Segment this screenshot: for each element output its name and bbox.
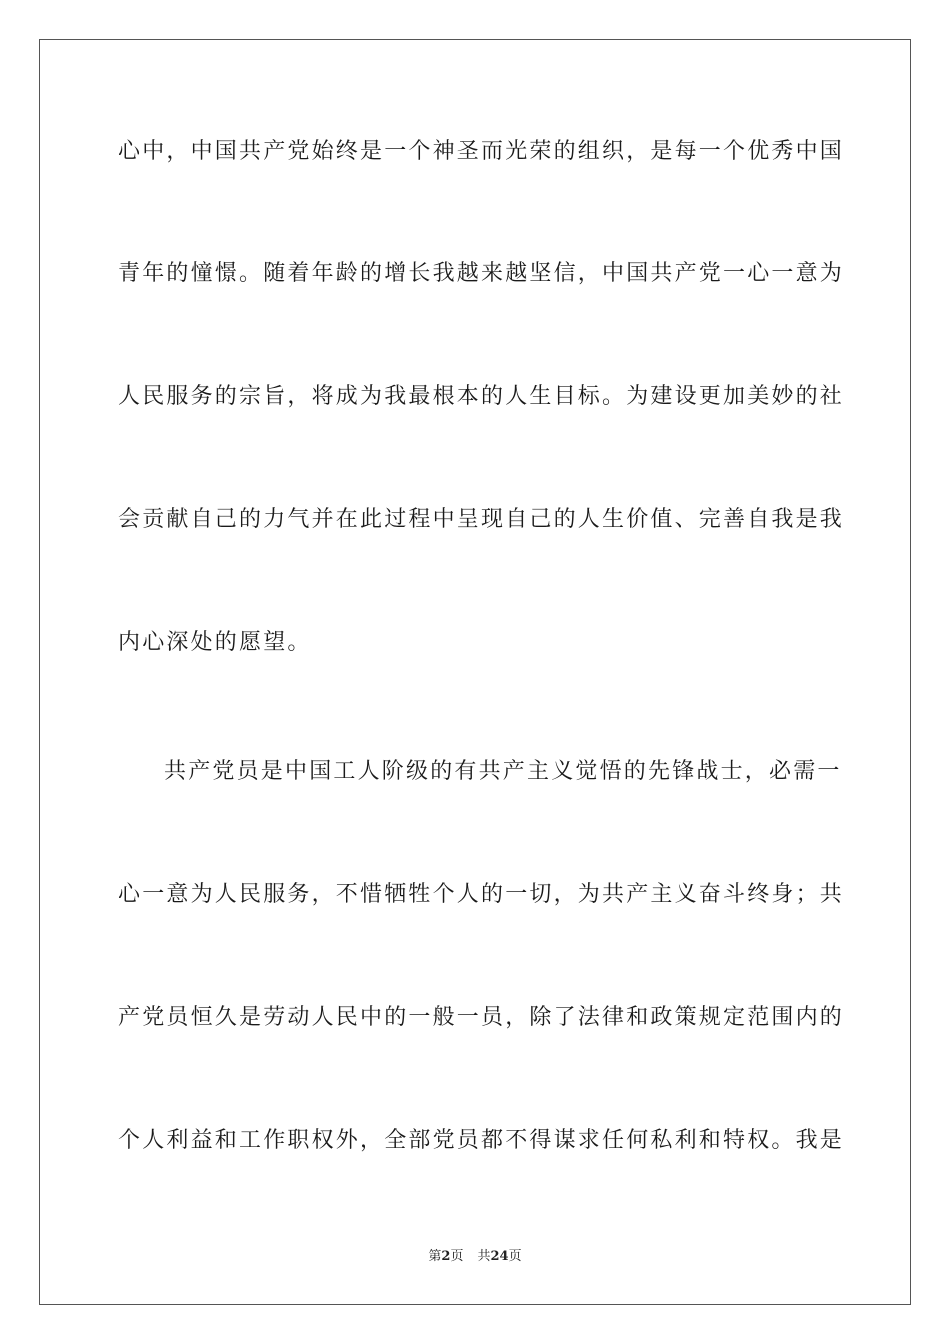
text-line: 内心深处的愿望。 [118, 630, 312, 655]
total-suffix: 页 [508, 1249, 522, 1264]
text-line: 青年的憧憬。随着年龄的增长我越来越坚信，中国共产党一心一意为 [118, 261, 845, 286]
page-number: 2 [441, 1249, 451, 1264]
text-line: 会贡献自己的力气并在此过程中呈现自己的人生价值、完善自我是我 [118, 507, 845, 532]
page-footer [0, 1248, 950, 1266]
total-prefix: 共 [477, 1249, 491, 1264]
text-line: 个人利益和工作职权外，全部党员都不得谋求任何私利和特权。我是 [118, 1128, 845, 1153]
text-line: 心一意为人民服务，不惜牺牲个人的一切，为共产主义奋斗终身；共 [118, 882, 845, 907]
page-prefix: 第 [428, 1249, 442, 1264]
page-border [39, 39, 911, 1305]
total-pages: 24 [490, 1249, 509, 1264]
text-line: 心中，中国共产党始终是一个神圣而光荣的组织，是每一个优秀中国 [118, 139, 845, 164]
text-line: 产党员恒久是劳动人民中的一般一员，除了法律和政策规定范围内的 [118, 1005, 845, 1030]
text-line: 共产党员是中国工人阶级的有共产主义觉悟的先锋战士，必需一 [164, 759, 842, 784]
text-line: 人民服务的宗旨，将成为我最根本的人生目标。为建设更加美妙的社 [118, 384, 845, 409]
page-suffix: 页 [450, 1249, 464, 1264]
